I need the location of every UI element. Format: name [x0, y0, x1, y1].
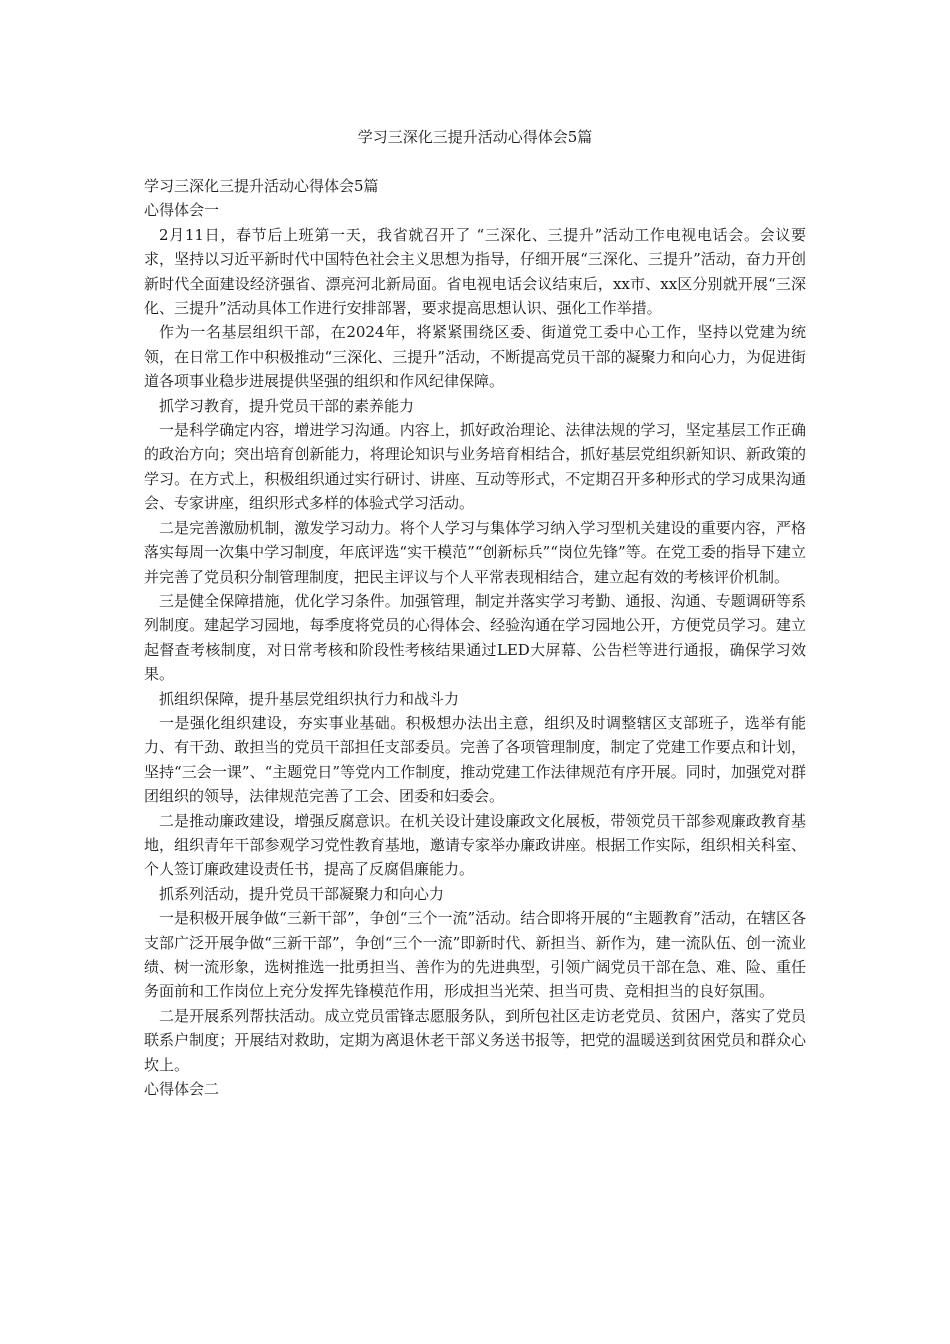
- paragraph: 二是推动廉政建设，增强反腐意识。在机关设计建设廉政文化展板，带领党员干部参观廉政教育基地，组织青年干部参观学习党性教育基地，邀请专家举办廉政讲座。根据工作实际，组织相关科室、个人签订廉政建设责任书，提高了反腐倡廉能力。: [144, 811, 806, 879]
- document-body: [144, 174, 806, 1101]
- body-heading: 学习三深化三提升活动心得体会5篇: [144, 177, 379, 195]
- paragraph: 二是完善激励机制，激发学习动力。将个人学习与集体学习纳入学习型机关建设的重要内容，严格落实每周一次集中学习制度，年底评选“实干模范”“创新标兵”“岗位先锋”等。在党工委的指导下建立并完善了党员积分制管理制度，把民主评议与个人平常表现相结合，建立起有效的考核评价机制。: [144, 518, 806, 586]
- paragraph: 一是积极开展争做“三新干部”，争创“三个一流”活动。结合即将开展的“主题教育”活动，在辖区各支部广泛开展争做“三新干部”，争创“三个一流”即新时代、新担当、新作为，建一流队伍、创一流业绩、树一流形象，选树推选一批勇担当、善作为的先进典型，引领广阔党员干部在急、难、险、重任务面前和工作岗位上充分发挥先锋模范作用，形成担当光荣、担当可贵、竞相担当的良好氛围。: [144, 909, 806, 1001]
- paragraph: 一是强化组织建设，夯实事业基础。积极想办法出主意，组织及时调整辖区支部班子，选举有能力、有干劲、敢担当的党员干部担任支部委员。完善了各项管理制度，制定了党建工作要点和计划，坚持“三会一课”、“主题党日”等党内工作制度，推动党建工作法律规范有序开展。同时，加强党对群团组织的领导，法律规范完善了工会、团委和妇委会。: [144, 713, 806, 806]
- paragraph: 2月11日，春节后上班第一天，我省就召开了 “三深化、三提升”活动工作电视电话会。会议要求，坚持以习近平新时代中国特色社会主义思想为指导，仔细开展“三深化、三提升”活动，奋力开创新时代全面建设经济强省、漂亮河北新局面。省电视电话会议结束后，xx市、xx区分别就开展“三深化、三提升”活动具体工作进行安排部署，要求提高思想认识、强化工作举措。: [144, 225, 806, 318]
- subheading: 抓组织保障，提升基层党组织执行力和战斗力: [159, 689, 460, 708]
- section-heading-1: 心得体会一: [144, 201, 220, 220]
- subheading: 抓系列活动，提升党员干部凝聚力和向心力: [159, 884, 445, 903]
- paragraph: 三是健全保障措施，优化学习条件。加强管理，制定并落实学习考勤、通报、沟通、专题调研等系列制度。建起学习园地，每季度将党员的心得体会、经验沟通在学习园地公开，方便党员学习。建立起督查考核制度，对日常考核和阶段性考核结果通过LED大屏幕、公告栏等进行通报，确保学习效果。: [144, 591, 806, 684]
- paragraph: 一是科学确定内容，增进学习沟通。内容上，抓好政治理论、法律法规的学习，坚定基层工作正确的政治方向；突出培育创新能力，将理论知识与业务培育相结合，抓好基层党组织新知识、新政策的学习。在方式上，积极组织通过实行研讨、讲座、互动等形式，不定期召开多种形式的学习成果沟通会、专家讲座，组织形式多样的体验式学习活动。: [144, 421, 806, 513]
- paragraph: 作为一名基层组织干部，在2024年，将紧紧围绕区委、街道党工委中心工作，坚持以党建为统领，在日常工作中积极推动“三深化、三提升”活动，不断提高党员干部的凝聚力和向心力，为促进街道各项事业稳步进展提供坚强的组织和作风纪律保障。: [144, 323, 806, 391]
- subheading: 抓学习教育，提升党员干部的素养能力: [159, 396, 415, 415]
- document-title: 学习三深化三提升活动心得体会5篇: [357, 128, 593, 146]
- section-heading-2: 心得体会二: [144, 1080, 220, 1099]
- paragraph: 二是开展系列帮扶活动。成立党员雷锋志愿服务队，到所包社区走访老党员、贫困户，落实了党员联系户制度；开展结对救助，定期为离退休老干部义务送书报等，把党的温暖送到贫困党员和群众心坎上。: [144, 1006, 806, 1074]
